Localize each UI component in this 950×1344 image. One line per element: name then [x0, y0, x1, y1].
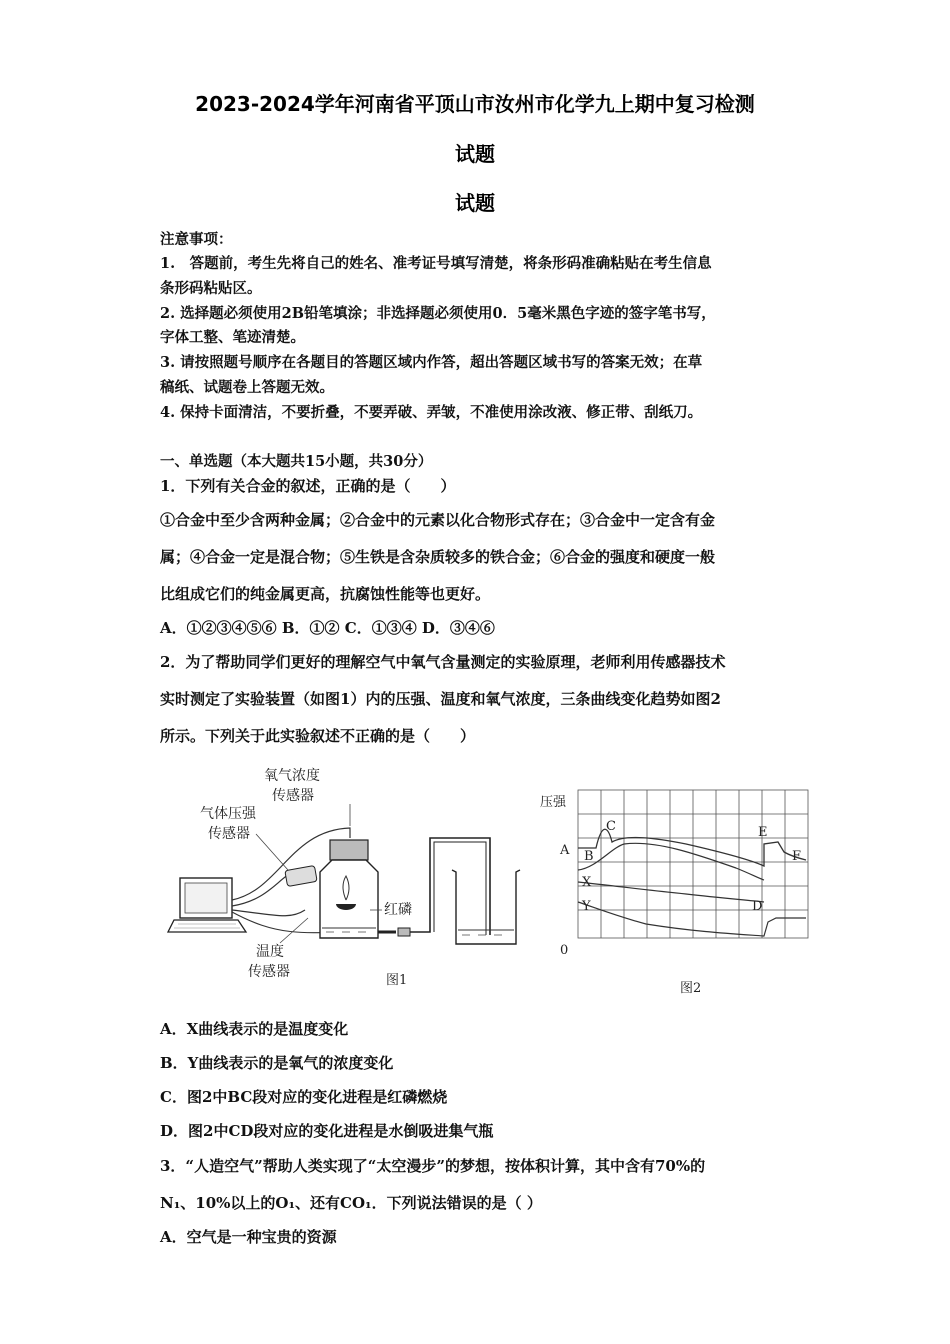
point-label-b: B: [584, 849, 594, 864]
curve-label-y: Y: [582, 899, 591, 914]
q1-line: 比组成它们的纯金属更高，抗腐蚀性能等也更好。: [160, 585, 491, 603]
red-phosphorus-label: 红磷: [384, 902, 412, 918]
pressure-probe: [285, 866, 317, 887]
q2-line: 所示。下列关于此实验叙述不正确的是（ ）: [160, 727, 476, 745]
notice-line: 字体工整、笔迹清楚。: [160, 329, 305, 346]
temp-cable: [232, 910, 305, 916]
q2-option-b: B．Y曲线表示的是氧气的浓度变化: [160, 1054, 394, 1072]
pressure-curve: [578, 829, 806, 866]
exam-title-line2: 试题: [455, 142, 495, 166]
q1-stem: 1．下列有关合金的叙述，正确的是（ ）: [160, 477, 456, 495]
figure-2-caption: 图2: [680, 981, 702, 996]
notice-line: 条形码粘贴区。: [160, 280, 262, 297]
q3-option-a: A．空气是一种宝贵的资源: [160, 1228, 337, 1246]
q2-line: 实时测定了实验装置（如图1）内的压强、温度和氧气浓度，三条曲线变化趋势如图2: [160, 690, 721, 708]
glass-tube: [410, 838, 490, 935]
point-label-d: D: [752, 899, 763, 914]
figure-1-apparatus: [160, 760, 530, 990]
q2-line: 2．为了帮助同学们更好的理解空气中氧气含量测定的实验原理，老师利用传感器技术: [160, 653, 726, 671]
temp-curve: [578, 882, 764, 902]
origin-label: 0: [560, 943, 569, 958]
exam-title: 2023-2024学年河南省平顶山市汝州市化学九上期中复习检测: [195, 92, 755, 116]
pressure-sensor-label: 气体压强: [200, 806, 256, 822]
notice-line: 4. 保持卡面清洁，不要折叠，不要弄破、弄皱，不准使用涂改液、修正带、刮纸刀。: [160, 404, 703, 421]
temp-sensor-label-2: 传感器: [248, 964, 290, 980]
figure-2-curves: [536, 782, 816, 1000]
point-label-f: F: [792, 849, 802, 864]
notice-line: 1. 答题前，考生先将自己的姓名、准考证号填写清楚，将条形码准确粘贴在考生信息: [160, 255, 712, 272]
notice-heading: 注意事项：: [160, 231, 233, 248]
point-label-c: C: [606, 819, 616, 834]
o2-sensor-label: 氧气浓度: [264, 768, 320, 784]
exam-title-line3: 试题: [455, 191, 495, 215]
section-heading: 一、单选题（本大题共15小题，共30分）: [160, 453, 433, 470]
temp-sensor-label: 温度: [256, 944, 284, 960]
q3-line: N₁、10%以上的O₁、还有CO₁．下列说法错误的是（ ）: [160, 1194, 542, 1212]
q1-line: 属；④合金一定是混合物；⑤生铁是含杂质较多的铁合金；⑥合金的强度和硬度一般: [160, 548, 716, 566]
q3-line: 3．“人造空气”帮助人类实现了“太空漫步”的梦想，按体积计算，其中含有70%的: [160, 1157, 706, 1175]
q1-options: A．①②③④⑤⑥ B．①② C．①③④ D．③④⑥: [160, 619, 495, 637]
point-label-a: A: [560, 843, 570, 858]
grid: [578, 790, 808, 938]
pressure-sensor-label-2: 传感器: [208, 826, 250, 842]
point-label-e: E: [758, 825, 768, 840]
figure-1-caption: 图1: [386, 973, 408, 988]
curve-label-x: X: [582, 875, 592, 890]
y-curve: [578, 902, 806, 936]
q2-option-a: A．X曲线表示的是温度变化: [160, 1020, 349, 1038]
o2-sensor-label-2: 传感器: [272, 788, 314, 804]
notice-line: 2. 选择题必须使用2B铅笔填涂；非选择题必须使用0．5毫米黑色字迹的签字笔书写，: [160, 305, 716, 322]
y-axis-label: 压强: [540, 795, 567, 810]
q2-option-d: D．图2中CD段对应的变化进程是水倒吸进集气瓶: [160, 1122, 494, 1140]
notice-line: 3. 请按照题号顺序在各题目的答题区域内作答，超出答题区域书写的答案无效；在草: [160, 354, 703, 371]
notice-line: 稿纸、试题卷上答题无效。: [160, 379, 334, 396]
q2-option-c: C．图2中BC段对应的变化进程是红磷燃烧: [160, 1088, 448, 1106]
gas-bottle: [320, 840, 378, 938]
q1-line: ①合金中至少含两种金属；②合金中的元素以化合物形式存在；③合金中一定含有金: [160, 511, 716, 529]
